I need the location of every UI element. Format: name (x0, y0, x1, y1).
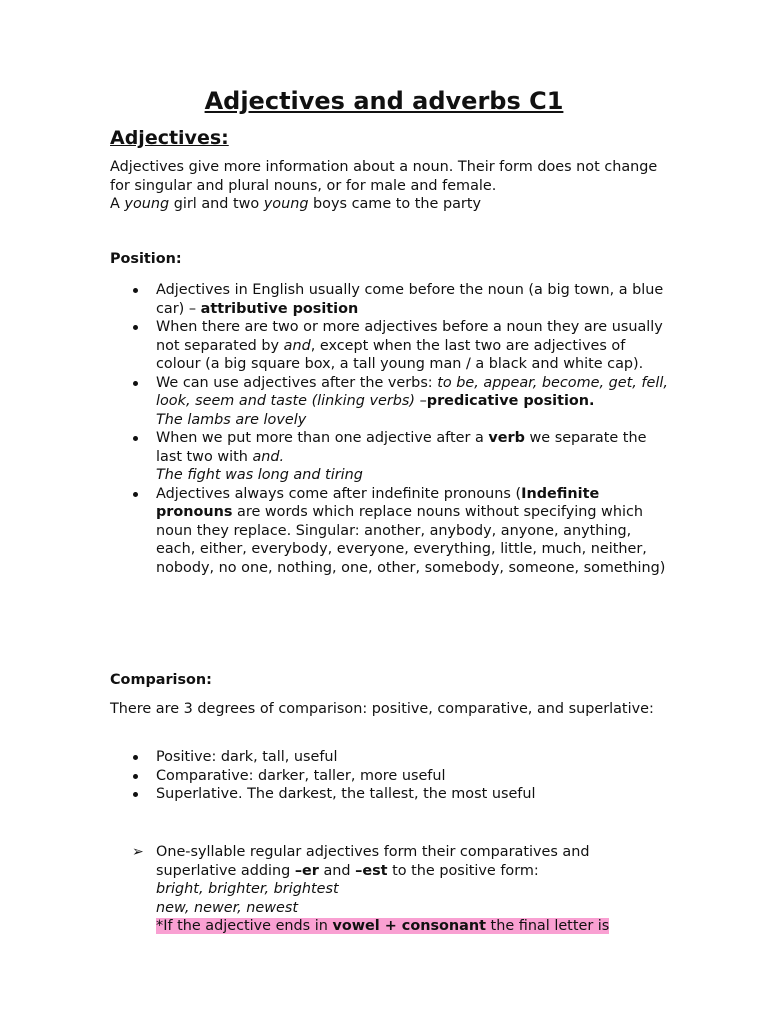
position-b3-bold: predicative position. (426, 393, 595, 409)
position-b4-bold: verb (488, 430, 525, 446)
comparison-list (110, 748, 670, 804)
position-b5-pre: Adjectives always come after indefinite pronouns ( (156, 485, 522, 502)
rule-example-2 (156, 899, 670, 918)
position-b4-pre: When we put more than one adjective after a (156, 430, 489, 446)
rule-note-highlight (156, 918, 609, 934)
position-b1-bold: attributive position (200, 300, 359, 317)
position-b3-dash: – (415, 393, 427, 409)
rule-example-1 (156, 880, 670, 899)
bullet-icon (133, 755, 138, 760)
rule-er: –er (294, 862, 319, 879)
position-heading: Position: (110, 251, 182, 267)
list-item (110, 785, 670, 804)
position-b5-post: are words which replace nouns without specifying which noun they replace. Singular: another, anybody, anyone, anything, each, either, everybody, everyone, everything, little, much, neither, nobody, no one, nothing, one, other, somebody, someone, something) (156, 504, 666, 576)
arrow-bullet-icon: ➢ (132, 844, 144, 860)
bullet-icon (133, 325, 138, 330)
list-item (110, 374, 670, 430)
intro-example-post: boys came to the party (308, 196, 481, 212)
rule-note-post: the final letter is (485, 918, 610, 934)
bullet-icon (133, 774, 138, 779)
comparison-item-positive: Positive: dark, tall, useful (156, 749, 338, 765)
intro-example-young-2: young (263, 196, 309, 212)
rule-est: –est (355, 862, 388, 879)
intro-text: Adjectives give more information about a noun. Their form does not change for singular and plural nouns, or for male and female. (110, 159, 658, 194)
comparison-rule-content (110, 843, 670, 936)
bullet-icon (133, 381, 138, 386)
list-item (110, 429, 670, 485)
position-list (110, 281, 670, 577)
list-item (110, 767, 670, 786)
position-b4-and: and. (252, 448, 285, 465)
list-item (110, 318, 670, 374)
position-b3-example: The lambs are lovely (156, 411, 307, 428)
position-b4-example: The fight was long and tiring (156, 467, 363, 483)
position-b5-bold: Indefinite pronouns (156, 485, 600, 520)
position-b1-text: Adjectives in English usually come before the noun (a big town, a blue car) – (156, 282, 664, 317)
comparison-intro: There are 3 degrees of comparison: positive, comparative, and superlative: (110, 701, 654, 717)
rule-post: to the positive form: (387, 862, 539, 879)
document-title: Adjectives and adverbs C1 (204, 87, 564, 115)
comparison-rule (110, 843, 670, 936)
bullet-icon (133, 792, 138, 797)
rule-example-2-text: new, newer, newest (156, 899, 299, 916)
position-b3-pre: We can use adjectives after the verbs: (156, 374, 438, 391)
rule-note-pre: *If the adjective ends in (156, 918, 333, 934)
adjectives-heading: Adjectives: (110, 127, 229, 149)
rule-note-bold: vowel + consonant (332, 918, 486, 934)
list-item (110, 281, 670, 318)
bullet-icon (133, 492, 138, 497)
rule-example-1-text: bright, brighter, brightest (156, 881, 339, 897)
intro-paragraph (110, 158, 670, 214)
bullet-icon (133, 436, 138, 441)
comparison-item-comparative: Comparative: darker, taller, more useful (156, 767, 446, 784)
rule-note (156, 917, 670, 936)
position-b4-mid: we separate the last two with (156, 430, 647, 465)
rule-and: and (318, 862, 356, 879)
rule-pre: One-syllable regular adjectives form their comparatives and superlative adding (156, 844, 590, 879)
comparison-heading: Comparison: (110, 672, 212, 688)
comparison-rule-text (156, 843, 670, 880)
position-b2-post: , except when the last two are adjectives of colour (a big square box, a tall young man / a black and white cap). (156, 337, 644, 372)
bullet-icon (133, 288, 138, 293)
list-item (110, 748, 670, 767)
position-b2-and: and (283, 337, 311, 354)
intro-example-pre: A (110, 196, 125, 212)
intro-example-young-1: young (124, 196, 170, 212)
list-item (110, 485, 670, 578)
comparison-item-superlative: Superlative. The darkest, the tallest, the most useful (156, 786, 536, 802)
intro-example-mid: girl and two (169, 196, 264, 212)
position-b2-pre: When there are two or more adjectives before a noun they are usually not separated by (156, 319, 663, 354)
position-b3-verbs: to be, appear, become, get, fell, look, seem and taste (linking verbs) (156, 374, 668, 409)
intro-example (110, 195, 670, 214)
